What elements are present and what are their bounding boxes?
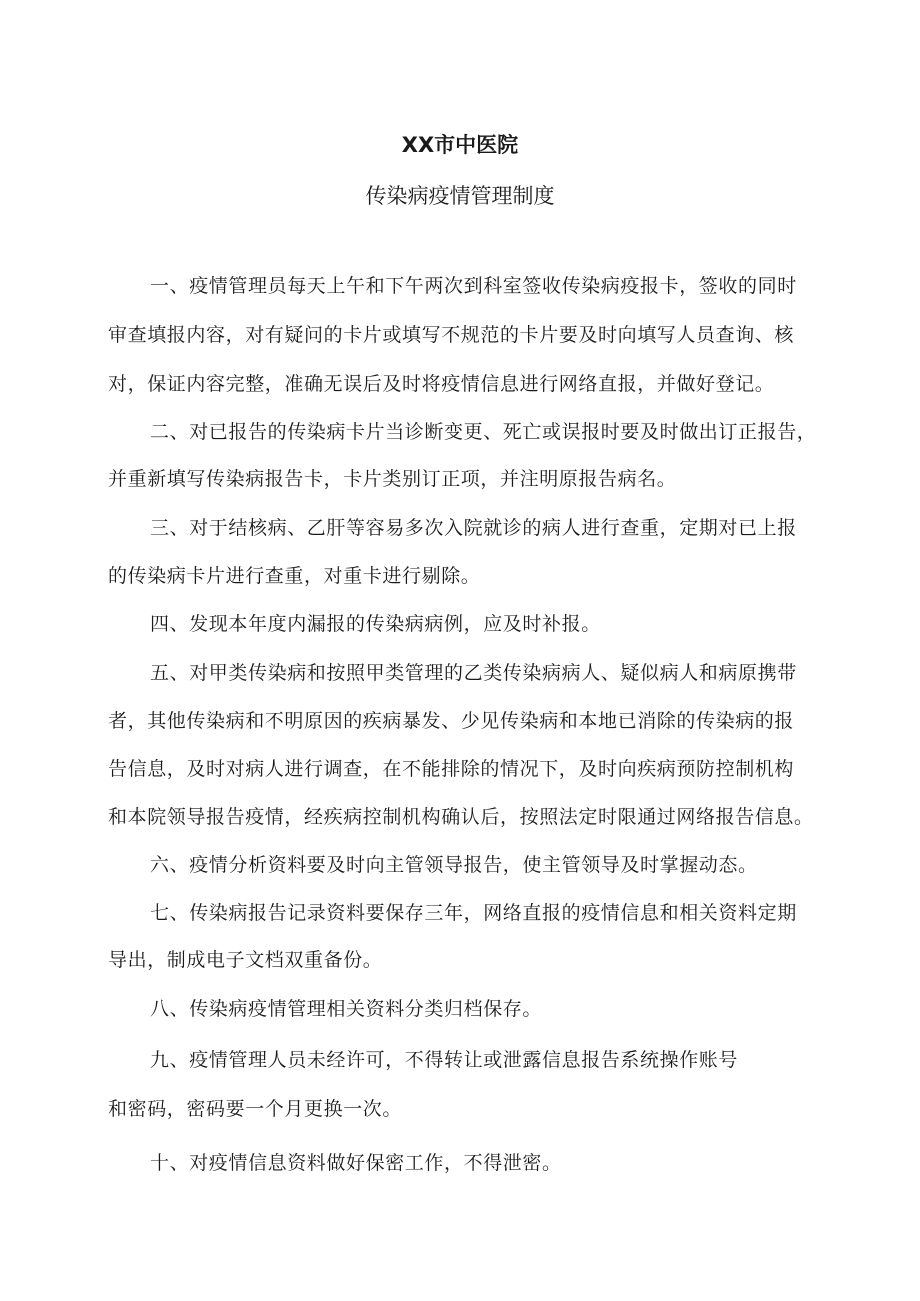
paragraph-1-line-1: 一、疫情管理员每天上午和下午两次到科室签收传染病疫报卡，签收的同时 (150, 275, 797, 297)
paragraph-5-line-2: 者，其他传染病和不明原因的疾病暴发、少见传染病和本地已消除的传染病的报 (108, 710, 795, 732)
paragraph-4-line-1: 四、发现本年度内漏报的传染病病例，应及时补报。 (150, 613, 601, 635)
hospital-name: XX市中医院 (401, 133, 519, 157)
paragraph-3-line-1: 三、对于结核病、乙肝等容易多次入院就诊的病人进行查重，定期对已上报 (150, 517, 797, 539)
paragraph-1-line-3: 对，保证内容完整，准确无误后及时将疫情信息进行网络直报，并做好登记。 (108, 373, 775, 395)
paragraph-9-line-1: 九、疫情管理人员未经许可，不得转让或泄露信息报告系统操作账号 (150, 1049, 739, 1071)
paragraph-10-line-1: 十、对疫情信息资料做好保密工作，不得泄密。 (150, 1152, 562, 1174)
paragraph-5-line-1: 五、对甲类传染病和按照甲类管理的乙类传染病病人、疑似病人和病原携带 (150, 662, 797, 684)
paragraph-2-line-2: 并重新填写传染病报告卡，卡片类别订正项，并注明原报告病名。 (108, 468, 677, 490)
document-title: 传染病疫情管理制度 (365, 184, 555, 208)
paragraph-5-line-4: 和本院领导报告疫情，经疾病控制机构确认后，按照法定时限通过网络报告信息。 (108, 806, 814, 828)
paragraph-1-line-2: 审查填报内容，对有疑问的卡片或填写不规范的卡片要及时向填写人员查询、核 (108, 324, 795, 346)
paragraph-5-line-3: 告信息，及时对病人进行调查，在不能排除的情况下，及时向疾病预防控制机构 (108, 758, 795, 780)
paragraph-7-line-2: 导出，制成电子文档双重备份。 (108, 949, 383, 971)
paragraph-8-line-1: 八、传染病疫情管理相关资料分类归档保存。 (150, 998, 543, 1020)
paragraph-6-line-1: 六、疫情分析资料要及时向主管领导报告，使主管领导及时掌握动态。 (150, 854, 758, 876)
paragraph-3-line-2: 的传染病卡片进行查重，对重卡进行剔除。 (108, 565, 481, 587)
paragraph-9-line-2: 和密码，密码要一个月更换一次。 (108, 1098, 403, 1120)
paragraph-7-line-1: 七、传染病报告记录资料要保存三年，网络直报的疫情信息和相关资料定期 (150, 902, 797, 924)
paragraph-2-line-1: 二、对已报告的传染病卡片当诊断变更、死亡或误报时要及时做出订正报告， (150, 421, 817, 443)
